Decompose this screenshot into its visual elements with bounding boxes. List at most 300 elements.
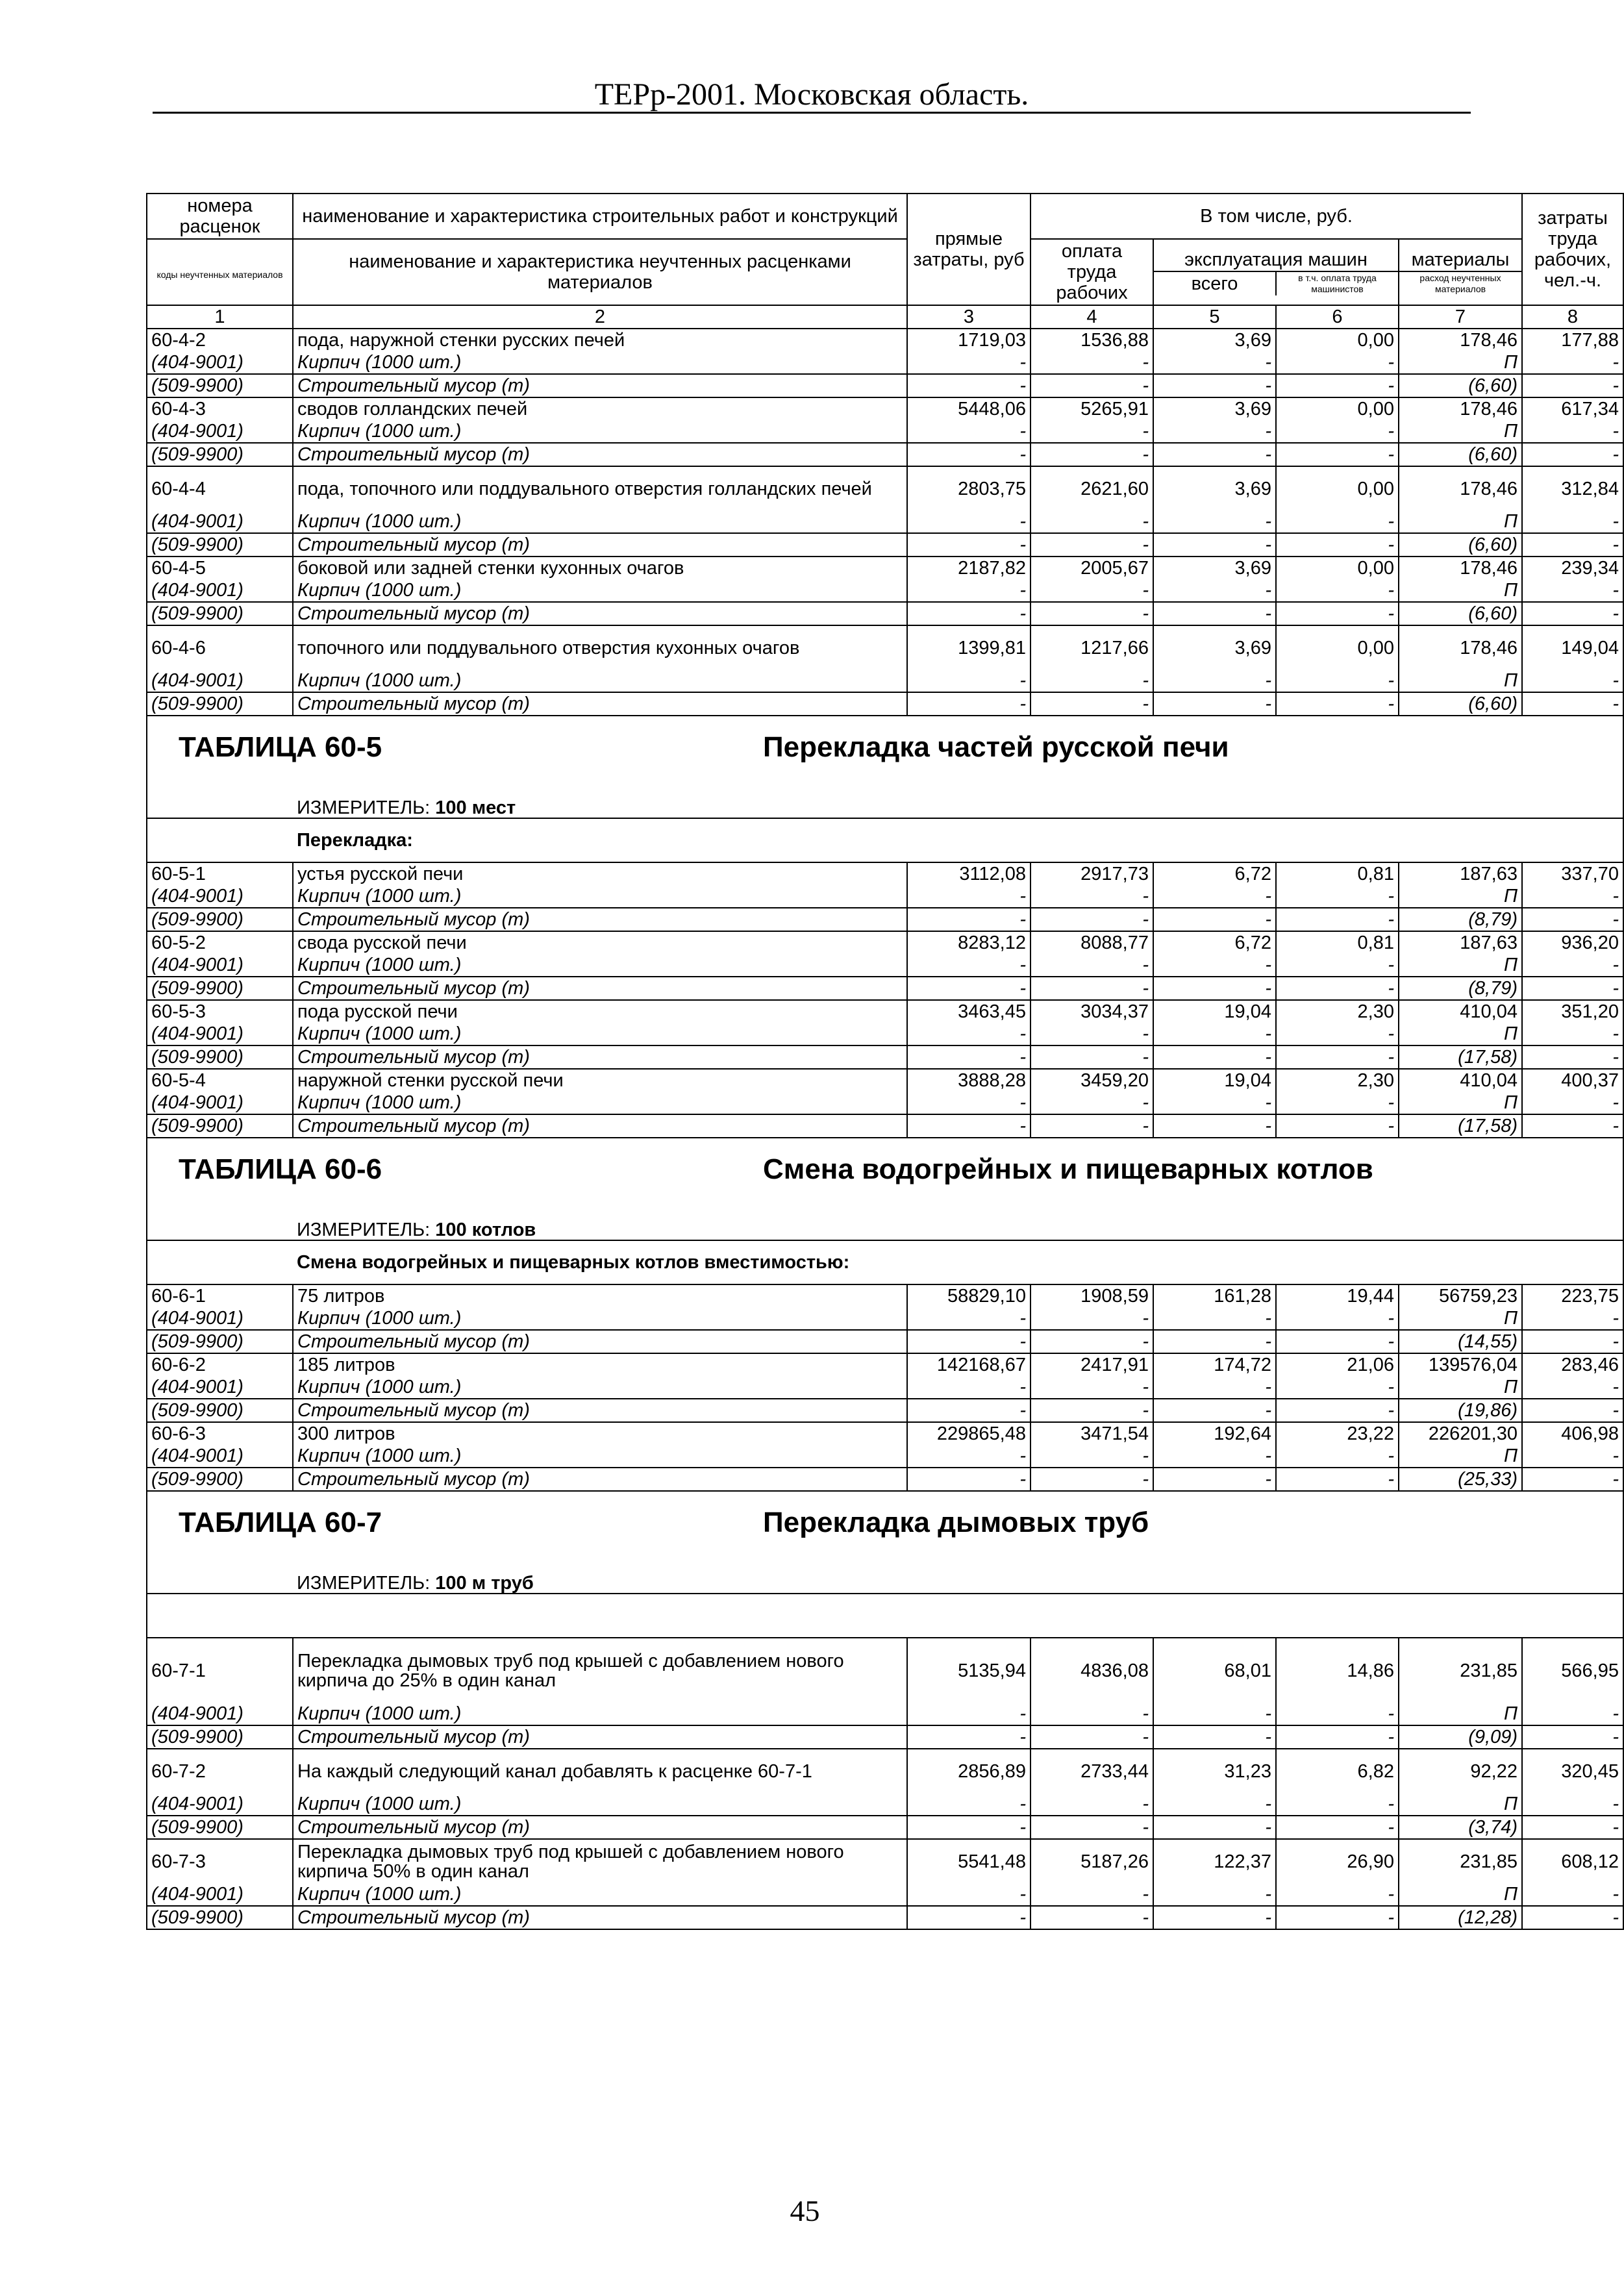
value-cell: 566,95	[1522, 1638, 1623, 1703]
value-cell: 0,00	[1276, 625, 1399, 670]
work-name: Строительный мусор (т)	[293, 602, 907, 625]
section-title-cell	[147, 716, 1623, 781]
material-row	[147, 443, 1623, 466]
work-name: Строительный мусор (т)	[293, 977, 907, 1000]
value-cell: 3,69	[1153, 625, 1276, 670]
value-cell: 3459,20	[1031, 1069, 1153, 1092]
rate-code: (404-9001)	[147, 579, 293, 602]
work-name: Кирпич (1000 шт.)	[293, 1023, 907, 1045]
section-measure-cell	[147, 781, 1623, 818]
work-name: Кирпич (1000 шт.)	[293, 1092, 907, 1114]
value-cell: (8,79)	[1399, 908, 1522, 931]
value-cell: 192,64	[1153, 1422, 1276, 1445]
value-cell: -	[1522, 1816, 1623, 1839]
value-cell: -	[1153, 1399, 1276, 1422]
value-cell: 2,30	[1276, 1000, 1399, 1023]
value-cell: -	[907, 374, 1031, 397]
rate-code: (404-9001)	[147, 1445, 293, 1468]
value-cell: -	[907, 692, 1031, 716]
rate-code: (509-9900)	[147, 1045, 293, 1069]
rate-code: 60-5-4	[147, 1069, 293, 1092]
rate-code: 60-5-1	[147, 862, 293, 885]
rate-code: 60-4-2	[147, 329, 293, 351]
rate-code: 60-5-3	[147, 1000, 293, 1023]
value-cell: -	[1276, 1399, 1399, 1422]
rate-code: (509-9900)	[147, 602, 293, 625]
value-cell: П	[1399, 1092, 1522, 1114]
header-materials-sub: расход неучтенных материалов	[1419, 272, 1501, 294]
value-cell: -	[1522, 1468, 1623, 1491]
value-cell: 410,04	[1399, 1069, 1522, 1092]
value-cell: -	[1522, 954, 1623, 977]
value-cell: -	[1522, 908, 1623, 931]
value-cell: -	[1522, 692, 1623, 716]
header-code-sub-text: коды неучтенных материалов	[156, 269, 283, 280]
work-name: Строительный мусор (т)	[293, 1816, 907, 1839]
value-cell: П	[1399, 885, 1522, 908]
section-title-cell	[147, 1491, 1623, 1557]
measure-value: 100 котлов	[435, 1220, 536, 1240]
value-cell: -	[1153, 1330, 1276, 1353]
value-cell: -	[1276, 420, 1399, 443]
value-cell: (17,58)	[1399, 1045, 1522, 1069]
value-cell: 5265,91	[1031, 397, 1153, 420]
value-cell: -	[1522, 1045, 1623, 1069]
value-cell: -	[907, 1399, 1031, 1422]
value-cell: -	[1522, 1399, 1623, 1422]
value-cell: -	[1276, 1045, 1399, 1069]
value-cell: 26,90	[1276, 1839, 1399, 1883]
header-rule	[153, 112, 1471, 114]
measure-label: ИЗМЕРИТЕЛЬ:	[297, 1573, 436, 1594]
section-title-row	[147, 716, 1623, 781]
value-cell: (17,58)	[1399, 1114, 1522, 1138]
rate-code: (404-9001)	[147, 351, 293, 374]
value-cell: П	[1399, 579, 1522, 602]
value-cell: -	[1522, 1114, 1623, 1138]
value-cell: 0,81	[1276, 862, 1399, 885]
value-cell: -	[1522, 374, 1623, 397]
material-row	[147, 1793, 1623, 1816]
rate-code: (509-9900)	[147, 1330, 293, 1353]
header-labor: затраты труда рабочих, чел.-ч.	[1522, 194, 1623, 305]
table-body	[147, 329, 1623, 1929]
work-name: 185 литров	[293, 1353, 907, 1376]
value-cell: 122,37	[1153, 1839, 1276, 1883]
value-cell: 187,63	[1399, 931, 1522, 954]
value-cell: -	[1276, 1883, 1399, 1906]
value-cell: -	[1522, 1883, 1623, 1906]
value-cell: 0,81	[1276, 931, 1399, 954]
value-cell: 1399,81	[907, 625, 1031, 670]
value-cell: -	[1153, 1445, 1276, 1468]
material-row	[147, 1023, 1623, 1045]
work-name: Кирпич (1000 шт.)	[293, 1703, 907, 1725]
rate-code: (509-9900)	[147, 1114, 293, 1138]
work-name: Кирпич (1000 шт.)	[293, 954, 907, 977]
value-cell: 0,00	[1276, 557, 1399, 579]
header-machines	[1153, 239, 1399, 305]
value-cell: 6,82	[1276, 1749, 1399, 1793]
value-cell: (6,60)	[1399, 443, 1522, 466]
section-name: Смена водогрейных и пищеварных котлов	[763, 1153, 1373, 1185]
value-cell: -	[1153, 579, 1276, 602]
value-cell: -	[907, 1816, 1031, 1839]
material-row	[147, 1445, 1623, 1468]
value-cell: -	[1153, 1703, 1276, 1725]
rate-code: (404-9001)	[147, 1307, 293, 1330]
value-cell: -	[1276, 1023, 1399, 1045]
value-cell: 178,46	[1399, 557, 1522, 579]
material-row	[147, 1045, 1623, 1069]
value-cell: -	[1031, 908, 1153, 931]
value-cell: -	[1031, 602, 1153, 625]
material-row	[147, 351, 1623, 374]
material-row	[147, 670, 1623, 692]
rate-code: (404-9001)	[147, 1092, 293, 1114]
rate-code: (509-9900)	[147, 977, 293, 1000]
col-number: 2	[293, 305, 907, 329]
material-row	[147, 1816, 1623, 1839]
value-cell: 6,72	[1153, 862, 1276, 885]
value-cell: -	[1522, 1906, 1623, 1929]
value-cell: -	[907, 510, 1031, 533]
value-cell: -	[1153, 670, 1276, 692]
work-name: Перекладка дымовых труб под крышей с добавлением нового кирпича до 25% в один канал	[293, 1638, 907, 1703]
value-cell: -	[1522, 1445, 1623, 1468]
rate-row	[147, 1284, 1623, 1307]
value-cell: 2187,82	[907, 557, 1031, 579]
value-cell: 1908,59	[1031, 1284, 1153, 1307]
rate-code: 60-6-1	[147, 1284, 293, 1307]
rate-code: (509-9900)	[147, 1725, 293, 1749]
value-cell: 3,69	[1153, 557, 1276, 579]
value-cell: -	[1031, 1725, 1153, 1749]
rate-code: 60-7-3	[147, 1839, 293, 1883]
material-row	[147, 1376, 1623, 1399]
rate-code: (509-9900)	[147, 908, 293, 931]
value-cell: 161,28	[1153, 1284, 1276, 1307]
value-cell: П	[1399, 1376, 1522, 1399]
rate-code: 60-6-2	[147, 1353, 293, 1376]
value-cell: -	[1522, 1092, 1623, 1114]
value-cell: -	[1031, 533, 1153, 557]
value-cell: -	[1031, 443, 1153, 466]
value-cell: 283,46	[1522, 1353, 1623, 1376]
value-cell: 3463,45	[907, 1000, 1031, 1023]
header-materials-label: материалы	[1399, 249, 1521, 272]
rate-row	[147, 1839, 1623, 1883]
value-cell: 2733,44	[1031, 1749, 1153, 1793]
value-cell: 19,04	[1153, 1069, 1276, 1092]
value-cell: 2917,73	[1031, 862, 1153, 885]
value-cell: 174,72	[1153, 1353, 1276, 1376]
value-cell: -	[1153, 908, 1276, 931]
value-cell: -	[1153, 1045, 1276, 1069]
measure-value: 100 мест	[435, 797, 516, 818]
value-cell: 2417,91	[1031, 1353, 1153, 1376]
work-name: пода русской печи	[293, 1000, 907, 1023]
value-cell: -	[1031, 954, 1153, 977]
value-cell: -	[1276, 602, 1399, 625]
value-cell: -	[1522, 670, 1623, 692]
value-cell: -	[1031, 1793, 1153, 1816]
work-name: Строительный мусор (т)	[293, 374, 907, 397]
value-cell: -	[1153, 1816, 1276, 1839]
value-cell: -	[1276, 1906, 1399, 1929]
value-cell: 320,45	[1522, 1749, 1623, 1793]
value-cell: -	[1522, 1330, 1623, 1353]
value-cell: -	[1031, 1445, 1153, 1468]
value-cell: -	[1276, 1793, 1399, 1816]
value-cell: 1536,88	[1031, 329, 1153, 351]
section-subheading-row	[147, 1240, 1623, 1284]
value-cell: (6,60)	[1399, 374, 1522, 397]
value-cell: -	[1522, 1376, 1623, 1399]
material-row	[147, 1399, 1623, 1422]
value-cell: -	[1031, 1023, 1153, 1045]
value-cell: 608,12	[1522, 1839, 1623, 1883]
value-cell: -	[1522, 1725, 1623, 1749]
rate-row	[147, 557, 1623, 579]
rate-code: 60-6-3	[147, 1422, 293, 1445]
material-row	[147, 977, 1623, 1000]
work-name: Кирпич (1000 шт.)	[293, 351, 907, 374]
value-cell: -	[1276, 579, 1399, 602]
value-cell: 231,85	[1399, 1839, 1522, 1883]
work-name: устья русской печи	[293, 862, 907, 885]
value-cell: -	[1031, 885, 1153, 908]
rate-code: (404-9001)	[147, 1883, 293, 1906]
work-name: Строительный мусор (т)	[293, 1725, 907, 1749]
measure-label: ИЗМЕРИТЕЛЬ:	[297, 1220, 436, 1240]
rate-code: (404-9001)	[147, 954, 293, 977]
value-cell: 8283,12	[907, 931, 1031, 954]
value-cell: -	[1031, 579, 1153, 602]
value-cell: -	[1276, 1725, 1399, 1749]
value-cell: 617,34	[1522, 397, 1623, 420]
header-machines-sub	[1154, 272, 1398, 295]
work-name: пода, топочного или поддувального отверстия голландских печей	[293, 466, 907, 510]
value-cell: 406,98	[1522, 1422, 1623, 1445]
col-number: 5	[1153, 305, 1276, 329]
value-cell: -	[1276, 977, 1399, 1000]
value-cell: -	[907, 977, 1031, 1000]
value-cell: -	[1153, 1114, 1276, 1138]
value-cell: -	[1031, 977, 1153, 1000]
value-cell: -	[1522, 420, 1623, 443]
rate-code: 60-4-3	[147, 397, 293, 420]
value-cell: -	[1276, 1703, 1399, 1725]
value-cell: 3,69	[1153, 466, 1276, 510]
value-cell: -	[1031, 1045, 1153, 1069]
value-cell: -	[907, 1468, 1031, 1491]
value-cell: -	[1031, 1330, 1153, 1353]
value-cell: 178,46	[1399, 625, 1522, 670]
value-cell: -	[1031, 1468, 1153, 1491]
rate-row	[147, 1422, 1623, 1445]
value-cell: -	[1522, 977, 1623, 1000]
rate-code: 60-4-6	[147, 625, 293, 670]
value-cell: -	[907, 1703, 1031, 1725]
value-cell: -	[907, 579, 1031, 602]
value-cell: П	[1399, 954, 1522, 977]
rate-code: (509-9900)	[147, 1906, 293, 1929]
value-cell: -	[1276, 443, 1399, 466]
work-name: сводов голландских печей	[293, 397, 907, 420]
section-title-row	[147, 1491, 1623, 1557]
value-cell: (3,74)	[1399, 1816, 1522, 1839]
rate-code: (509-9900)	[147, 374, 293, 397]
value-cell: -	[1153, 443, 1276, 466]
rate-code: (509-9900)	[147, 533, 293, 557]
section-title-cell	[147, 1138, 1623, 1203]
value-cell: -	[1153, 977, 1276, 1000]
value-cell: -	[907, 1906, 1031, 1929]
value-cell: -	[907, 1114, 1031, 1138]
value-cell: 3,69	[1153, 329, 1276, 351]
value-cell: -	[1276, 692, 1399, 716]
material-row	[147, 1906, 1623, 1929]
work-name: Строительный мусор (т)	[293, 1399, 907, 1422]
rate-code: (509-9900)	[147, 1399, 293, 1422]
value-cell: -	[1153, 1092, 1276, 1114]
value-cell: 229865,48	[907, 1422, 1031, 1445]
material-row	[147, 1092, 1623, 1114]
value-cell: -	[907, 1092, 1031, 1114]
value-cell: (9,09)	[1399, 1725, 1522, 1749]
section-measure-row	[147, 1557, 1623, 1594]
value-cell: -	[1153, 420, 1276, 443]
header-machines-total: всего	[1154, 272, 1277, 295]
value-cell: -	[907, 670, 1031, 692]
value-cell: -	[1153, 1883, 1276, 1906]
material-row	[147, 885, 1623, 908]
value-cell: 68,01	[1153, 1638, 1276, 1703]
material-row	[147, 1468, 1623, 1491]
value-cell: 21,06	[1276, 1353, 1399, 1376]
rate-row	[147, 466, 1623, 510]
value-cell: (6,60)	[1399, 692, 1522, 716]
value-cell: -	[907, 954, 1031, 977]
value-cell: 1217,66	[1031, 625, 1153, 670]
value-cell: 2856,89	[907, 1749, 1031, 1793]
value-cell: 231,85	[1399, 1638, 1522, 1703]
work-name: 300 литров	[293, 1422, 907, 1445]
value-cell: 223,75	[1522, 1284, 1623, 1307]
value-cell: 410,04	[1399, 1000, 1522, 1023]
material-row	[147, 510, 1623, 533]
value-cell: -	[1276, 533, 1399, 557]
value-cell: -	[1153, 351, 1276, 374]
header-code-sub	[147, 239, 293, 305]
value-cell: -	[1153, 1793, 1276, 1816]
value-cell: 2803,75	[907, 466, 1031, 510]
value-cell: 139576,04	[1399, 1353, 1522, 1376]
material-row	[147, 579, 1623, 602]
rate-code: (404-9001)	[147, 1376, 293, 1399]
value-cell: 312,84	[1522, 466, 1623, 510]
header-direct-costs: прямые затраты, руб	[907, 194, 1031, 305]
material-row	[147, 1725, 1623, 1749]
rate-code: 60-5-2	[147, 931, 293, 954]
value-cell: -	[1276, 954, 1399, 977]
value-cell: -	[1522, 602, 1623, 625]
value-cell: -	[1153, 1023, 1276, 1045]
value-cell: -	[1276, 908, 1399, 931]
value-cell: 239,34	[1522, 557, 1623, 579]
rate-code: (509-9900)	[147, 1816, 293, 1839]
value-cell: 936,20	[1522, 931, 1623, 954]
header-including: В том числе, руб.	[1031, 194, 1522, 239]
col-number: 6	[1276, 305, 1399, 329]
value-cell: -	[907, 1045, 1031, 1069]
value-cell: 5448,06	[907, 397, 1031, 420]
work-name: пода, наружной стенки русских печей	[293, 329, 907, 351]
work-name: Строительный мусор (т)	[293, 1468, 907, 1491]
value-cell: -	[907, 443, 1031, 466]
value-cell: -	[907, 1725, 1031, 1749]
value-cell: -	[1031, 420, 1153, 443]
header-code: номера расценок	[147, 194, 293, 239]
material-row	[147, 1703, 1623, 1725]
value-cell: -	[1522, 1023, 1623, 1045]
value-cell: -	[1031, 1906, 1153, 1929]
value-cell: 3034,37	[1031, 1000, 1153, 1023]
value-cell: -	[1276, 1376, 1399, 1399]
value-cell: -	[1153, 954, 1276, 977]
work-name: Кирпич (1000 шт.)	[293, 510, 907, 533]
value-cell: -	[907, 420, 1031, 443]
value-cell: -	[1153, 1376, 1276, 1399]
value-cell: 2005,67	[1031, 557, 1153, 579]
section-code: ТАБЛИЦА 60-5	[179, 731, 382, 763]
value-cell: (12,28)	[1399, 1906, 1522, 1929]
table-header	[147, 194, 1623, 329]
section-code: ТАБЛИЦА 60-6	[179, 1153, 382, 1185]
material-row	[147, 954, 1623, 977]
value-cell: -	[1522, 1793, 1623, 1816]
value-cell: П	[1399, 1793, 1522, 1816]
value-cell: П	[1399, 1883, 1522, 1906]
value-cell: 19,04	[1153, 1000, 1276, 1023]
col-number: 4	[1031, 305, 1153, 329]
rate-code: (404-9001)	[147, 1793, 293, 1816]
value-cell: -	[1276, 885, 1399, 908]
rate-code: 60-7-1	[147, 1638, 293, 1703]
value-cell: 1719,03	[907, 329, 1031, 351]
value-cell: -	[1276, 1114, 1399, 1138]
value-cell: П	[1399, 1703, 1522, 1725]
value-cell: (6,60)	[1399, 602, 1522, 625]
work-name: Кирпич (1000 шт.)	[293, 579, 907, 602]
section-title-row	[147, 1138, 1623, 1203]
col-number: 8	[1522, 305, 1623, 329]
rate-code: (509-9900)	[147, 443, 293, 466]
value-cell: -	[907, 908, 1031, 931]
work-name: Строительный мусор (т)	[293, 443, 907, 466]
material-row	[147, 1883, 1623, 1906]
value-cell: -	[1031, 1092, 1153, 1114]
value-cell: (25,33)	[1399, 1468, 1522, 1491]
section-measure-cell	[147, 1557, 1623, 1594]
value-cell: -	[1153, 510, 1276, 533]
rate-code: (404-9001)	[147, 885, 293, 908]
value-cell: 400,37	[1522, 1069, 1623, 1092]
value-cell: 0,00	[1276, 397, 1399, 420]
value-cell: -	[1153, 374, 1276, 397]
col-number: 1	[147, 305, 293, 329]
